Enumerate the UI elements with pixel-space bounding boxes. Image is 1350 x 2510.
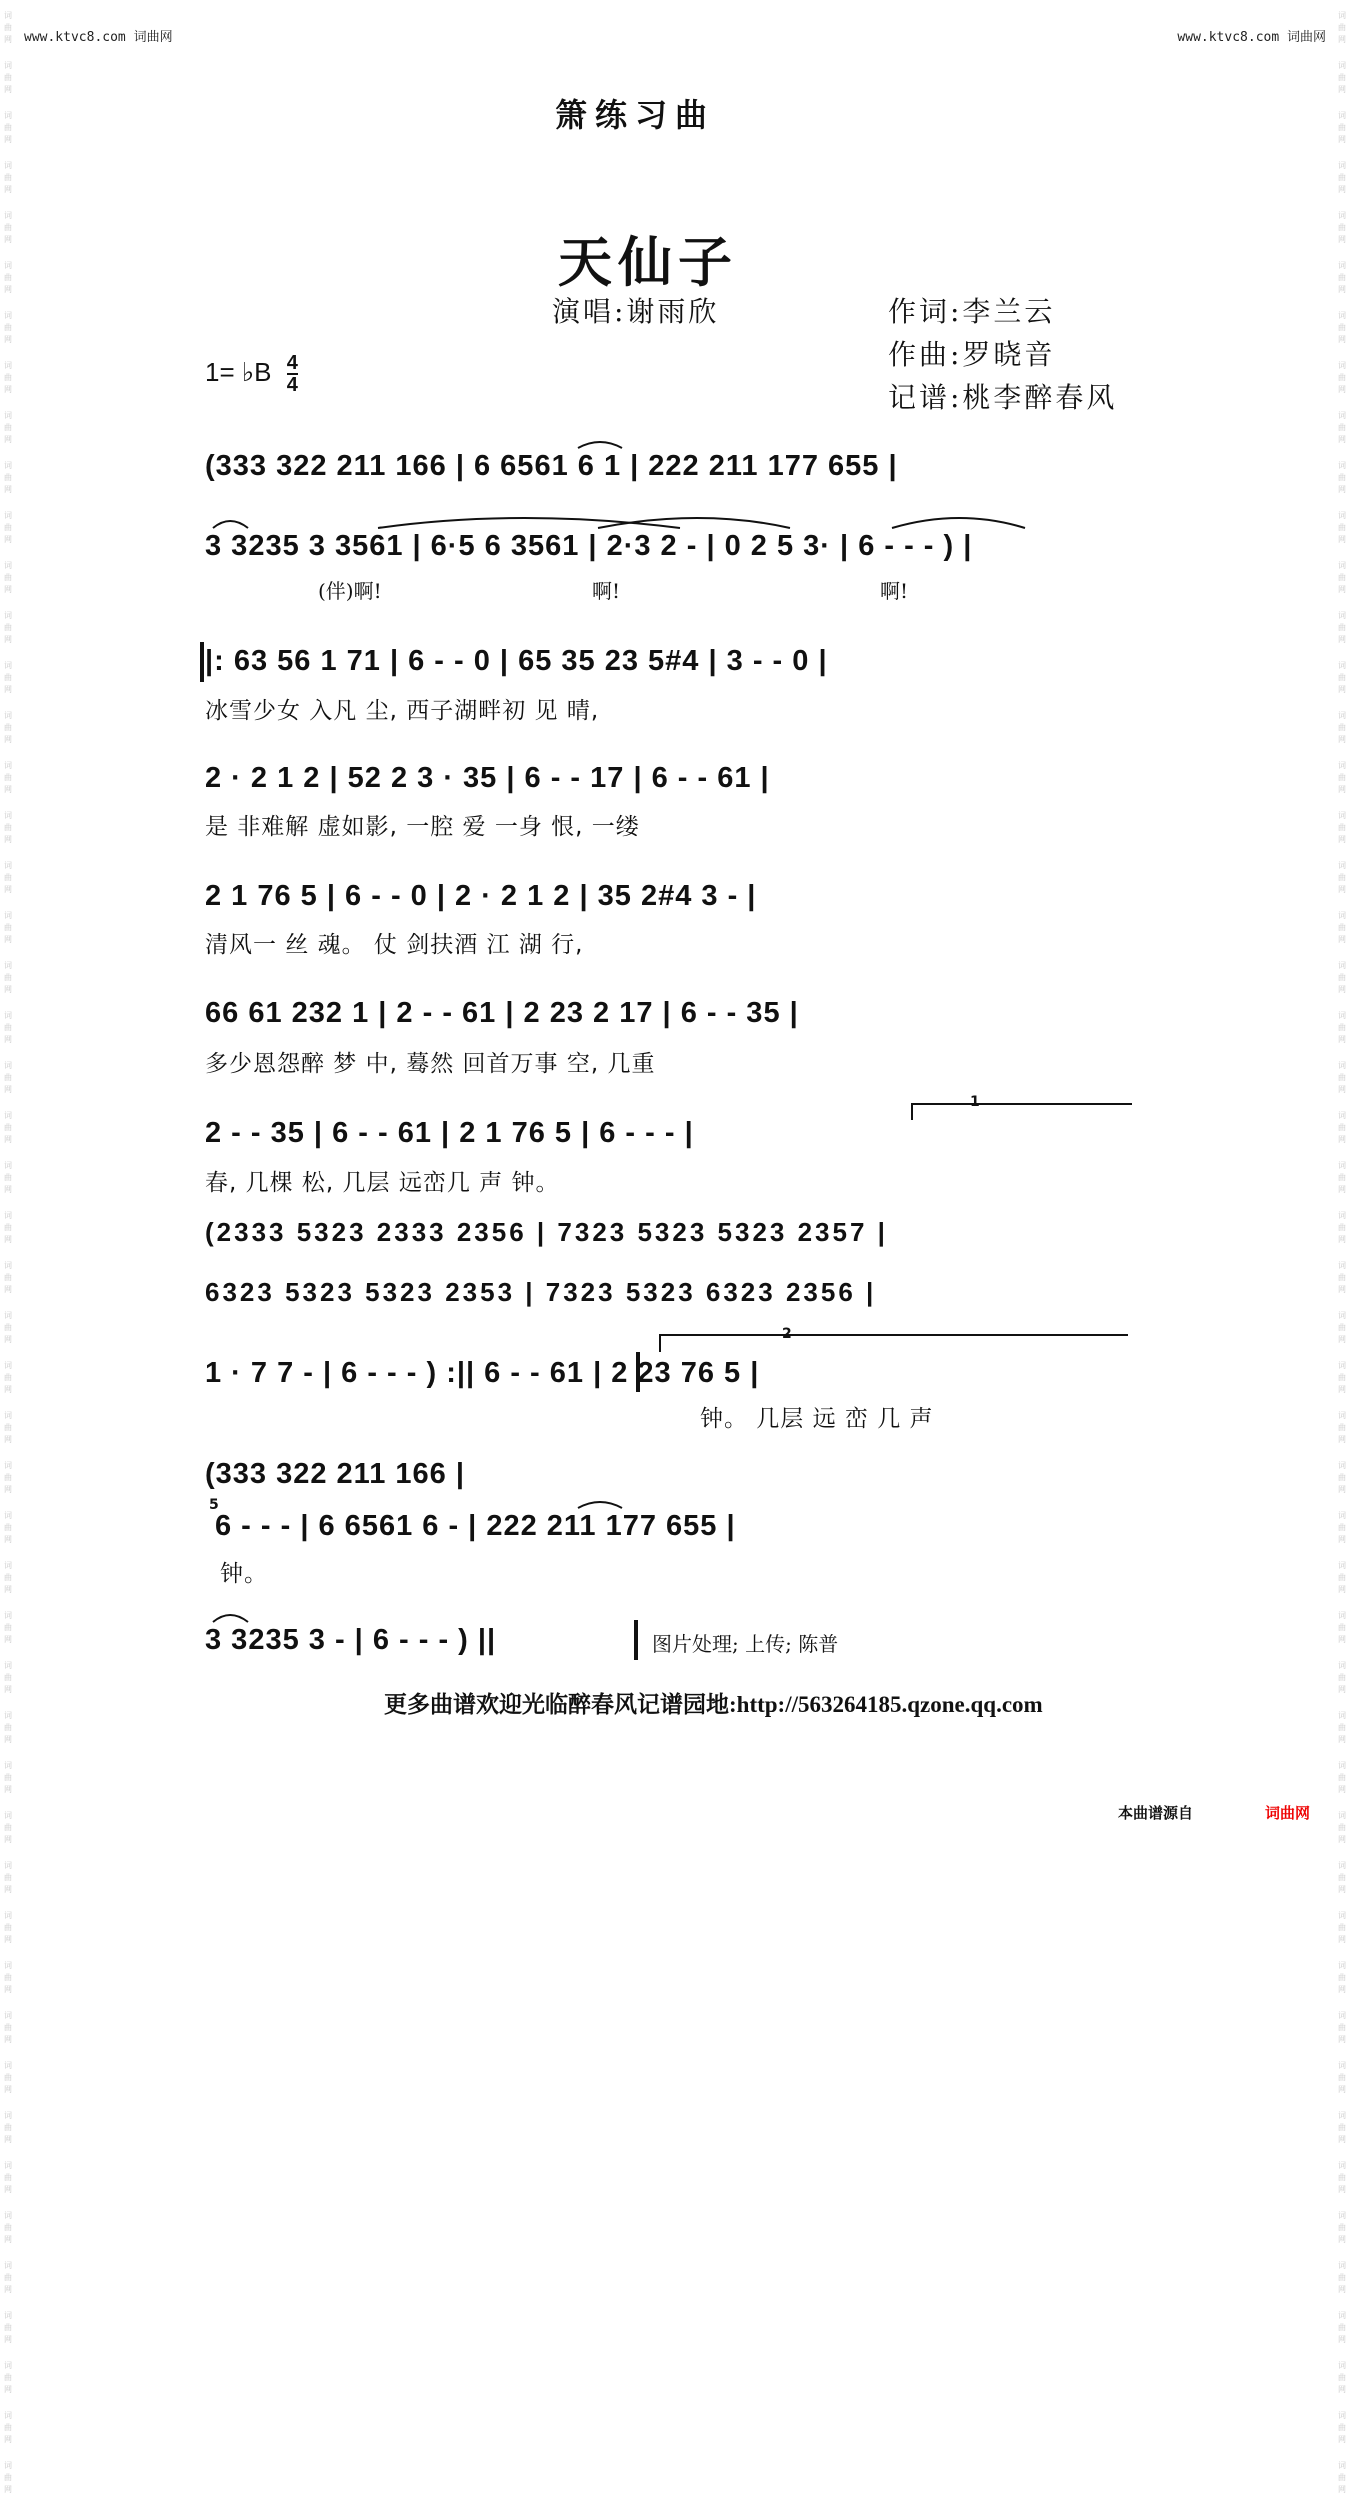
song-title: 天仙子 [558,230,738,294]
key-label: 1= ♭B [205,356,272,387]
score-line-1: |: 63 56 1 71 | 6 - - 0 | 65 35 23 5#4 | 3 - - 0 | [205,645,828,677]
footer-url-line[interactable]: 更多曲谱欢迎光临醉春风记谱园地:http://563264185.qzone.qq.com [384,1692,1043,1717]
intro-lyric-3: 啊! [880,579,909,603]
score-line-3: 2 1 76 5 | 6 - - 0 | 2 · 2 1 2 | 35 2#4 3 - | [205,880,757,912]
source-label: 本曲谱源自 [1118,1804,1194,1822]
volta-2-number: 2 [782,1326,792,1342]
composer-credit: 作曲:罗晓音 [888,338,1056,371]
right-watermark-text: 词 曲 网 词 曲 网 词 曲 网 词 曲 网 词 曲 网 词 曲 网 词 曲 网 词 曲 网 词 曲 网 词 曲 网 词 曲 网 词 曲 网 词 曲 网 词 曲 网 词 曲 网 词 曲 网 词 曲 网 词 曲 网 词 曲 网 词 曲 网 词 曲 网 词 曲 网 词 曲 网 词 曲 网 词 曲 网 词 曲 网 词 曲 网 词 曲 网 词 曲 网 词 曲 网 词 曲 网 词 曲 网 词 曲 网 词 曲 网 词 曲 网 词 曲 网 词 曲 网 词 曲 网 词 曲 网 词 曲 网 词 曲 网 词 曲 网 词 曲 网 词 曲 网 词 曲 网 词 曲 网 词 曲 网 词 曲 网 词 曲 网 词 曲 网 [1338,11,1346,2494]
lyric-line-2: 是 非难解 虚如影, 一腔 爱 一身 恨, 一缕 [205,814,640,840]
brand-logo[interactable]: 词曲网 [1265,1804,1311,1822]
score-line-11: 3 3235 3 - | 6 - - - ) || [205,1624,497,1656]
slur-intro-e [578,442,622,448]
volta-2-bracket [660,1335,1128,1352]
singer-credit: 演唱:谢雨欣 [552,295,720,328]
score-intro-line-1: (333 322 211 166 | 6 6561 6 1 | 222 211 177 655 | [205,450,898,482]
score-line-10: 6 - - - | 6 6561 6 - | 222 211 177 655 | [215,1510,736,1542]
score-line-2: 2 · 2 1 2 | 52 2 3 · 35 | 6 - - 17 | 6 - - 61 | [205,762,770,794]
score-interlude-1: (2333 5323 2333 2356 | 7323 5323 5323 2357 | [205,1217,888,1247]
credit-note: 图片处理; 上传; 陈普 [652,1632,839,1656]
intro-lyric-1: (伴)啊! [318,579,382,603]
grace-note: 5 [209,1497,219,1513]
page-title: 箫练习曲 [555,96,716,134]
slur-coda-b [578,1502,622,1508]
score-interlude-2: 6323 5323 5323 2353 | 7323 5323 6323 2356 | [205,1277,877,1307]
lyric-line-1: 冰雪少女 入凡 尘, 西子湖畔初 见 晴, [205,698,600,724]
lyric-line-8: 钟。 几层 远 峦 几 声 [700,1406,934,1432]
lyricist-credit: 作词:李兰云 [888,295,1056,328]
slur-intro-c [598,518,790,528]
time-bottom: 4 [286,374,298,396]
score-line-8: 1 · 7 7 - | 6 - - - ) :|| 6 - - 61 | 2 23 76 5 | [205,1357,760,1389]
slur-coda [213,1615,248,1622]
left-watermark-text: 词 曲 网 词 曲 网 词 曲 网 词 曲 网 词 曲 网 词 曲 网 词 曲 网 词 曲 网 词 曲 网 词 曲 网 词 曲 网 词 曲 网 词 曲 网 词 曲 网 词 曲 网 词 曲 网 词 曲 网 词 曲 网 词 曲 网 词 曲 网 词 曲 网 词 曲 网 词 曲 网 词 曲 网 词 曲 网 词 曲 网 词 曲 网 词 曲 网 词 曲 网 词 曲 网 词 曲 网 词 曲 网 词 曲 网 词 曲 网 词 曲 网 词 曲 网 词 曲 网 词 曲 网 词 曲 网 词 曲 网 词 曲 网 词 曲 网 词 曲 网 词 曲 网 词 曲 网 词 曲 网 词 曲 网 词 曲 网 词 曲 网 词 曲 网 [4,11,12,2494]
volta-1-bracket [912,1104,1132,1120]
lyric-line-3: 清风一 丝 魂。 仗 剑扶酒 江 湖 行, [205,932,584,958]
slur-intro-a [213,521,248,528]
score-line-9: (333 322 211 166 | [205,1458,465,1490]
header-right-site[interactable]: www.ktvc8.com 词曲网 [1177,30,1326,45]
intro-lyric-2: 啊! [592,579,621,603]
lyric-line-4: 多少恩怨醉 梦 中, 蓦然 回首万事 空, 几重 [205,1051,656,1077]
time-top: 4 [286,352,298,374]
header-left-site[interactable]: www.ktvc8.com 词曲网 [24,30,173,45]
transcriber-credit: 记谱:桃李醉春风 [888,381,1118,414]
lyric-line-10: 钟。 [220,1561,268,1587]
score-intro-line-2: 3 3235 3 3561 | 6·5 6 3561 | 2·3 2 - | 0 2 5 3· | 6 - - - ) | [205,530,973,562]
lyric-line-5: 春, 几棵 松, 几层 远峦几 声 钟。 [205,1170,560,1196]
score-line-5: 2 - - 35 | 6 - - 61 | 2 1 76 5 | 6 - - - | [205,1117,694,1149]
volta-1-number: 1 [970,1094,980,1110]
slur-intro-d [892,518,1025,528]
score-line-4: 66 61 232 1 | 2 - - 61 | 2 23 2 17 | 6 - - 35 | [205,997,799,1029]
